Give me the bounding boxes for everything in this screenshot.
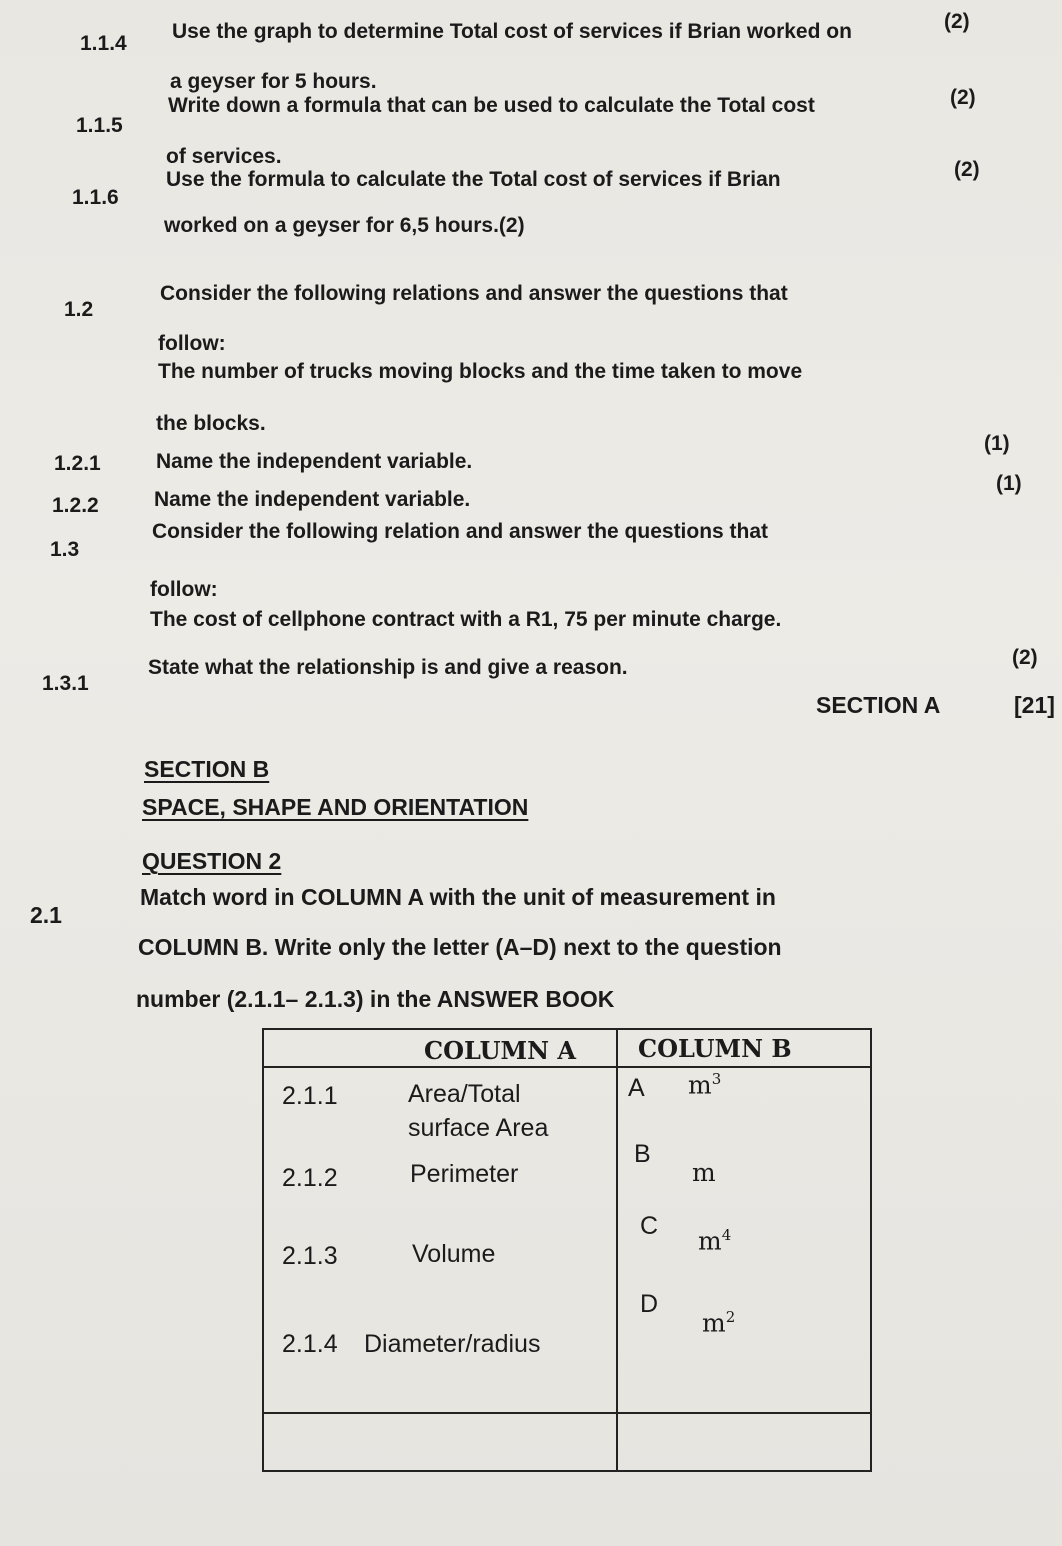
question-text: State what the relationship is and give a reason. (148, 656, 628, 679)
row-item: Volume (412, 1240, 496, 1268)
row-item: Perimeter (410, 1160, 519, 1188)
question-number: 1.2.1 (54, 452, 101, 475)
question-text: number (2.1.1– 2.1.3) in the ANSWER BOOK (136, 986, 615, 1012)
question-text: Name the independent variable. (156, 450, 473, 473)
mark-allocation: (1) (984, 432, 1010, 455)
unit: $m^2$ (702, 1308, 736, 1338)
option-letter: B (634, 1140, 651, 1168)
question-number: 1.2.2 (52, 494, 99, 517)
question-text: Consider the following relations and answer the questions that (160, 282, 788, 305)
question-number: 1.3 (50, 538, 80, 561)
row-number: 2.1.2 (282, 1164, 338, 1192)
row-item: surface Area (408, 1114, 549, 1142)
question-text: follow: (158, 332, 226, 355)
question-number: 2.1 (30, 902, 62, 928)
question-number: 1.2 (64, 298, 94, 321)
question-text: Match word in COLUMN A with the unit of measurement in (140, 884, 776, 910)
mark-allocation: (2) (1012, 646, 1038, 669)
option-letter: C (640, 1212, 659, 1240)
option-letter: A (628, 1074, 645, 1102)
question-text: Write down a formula that can be used to calculate the Total cost (168, 94, 815, 117)
mark-allocation: (2) (954, 158, 980, 181)
question-text: Consider the following relation and answer the questions that (152, 520, 769, 543)
question-text: COLUMN B. Write only the letter (A–D) next to the question (138, 934, 782, 960)
header-divider (264, 1066, 870, 1068)
section-a-total: [21] (1014, 692, 1055, 718)
question-number: 1.3.1 (42, 672, 89, 695)
mark-allocation: (1) (996, 472, 1022, 495)
question-number: 1.1.6 (72, 186, 119, 209)
question-text: the blocks. (156, 412, 266, 435)
row-item: Diameter/radius (364, 1330, 541, 1358)
question-text: Use the graph to determine Total cost of services if Brian worked on (172, 20, 852, 43)
question-text: Name the independent variable. (154, 488, 471, 511)
section-b-title: SECTION B (144, 756, 270, 782)
row-number: 2.1.3 (282, 1242, 338, 1270)
unit: $m^3$ (688, 1070, 722, 1100)
question-text: The number of trucks moving blocks and the time taken to move (158, 360, 803, 383)
mark-allocation: (2) (944, 10, 970, 33)
bottom-row-divider (264, 1412, 870, 1414)
row-item: Area/Total (408, 1080, 521, 1108)
question-text: worked on a geyser for 6,5 hours.(2) (164, 214, 525, 237)
question-number: 1.1.4 (80, 32, 127, 55)
question-heading: QUESTION 2 (142, 848, 282, 874)
question-text: of services. (166, 145, 282, 168)
mark-allocation: (2) (950, 86, 976, 109)
question-text: a geyser for 5 hours. (170, 70, 377, 93)
column-b-header: COLUMN B (638, 1034, 792, 1063)
unit: $m^4$ (698, 1226, 732, 1256)
section-a-label: SECTION A (816, 692, 941, 718)
question-number: 1.1.5 (76, 114, 123, 137)
column-a-header: COLUMN A (424, 1036, 576, 1065)
column-divider (616, 1030, 618, 1470)
question-text: The cost of cellphone contract with a R1, 75 per minute charge. (150, 608, 782, 631)
unit: m (692, 1158, 716, 1187)
row-number: 2.1.1 (282, 1082, 338, 1110)
matching-table (262, 1028, 872, 1472)
row-number: 2.1.4 (282, 1330, 338, 1358)
question-text: Use the formula to calculate the Total cost of services if Brian (166, 168, 781, 191)
option-letter: D (640, 1290, 659, 1318)
question-text: follow: (150, 578, 218, 601)
section-b-subtitle: SPACE, SHAPE AND ORIENTATION (142, 794, 529, 820)
